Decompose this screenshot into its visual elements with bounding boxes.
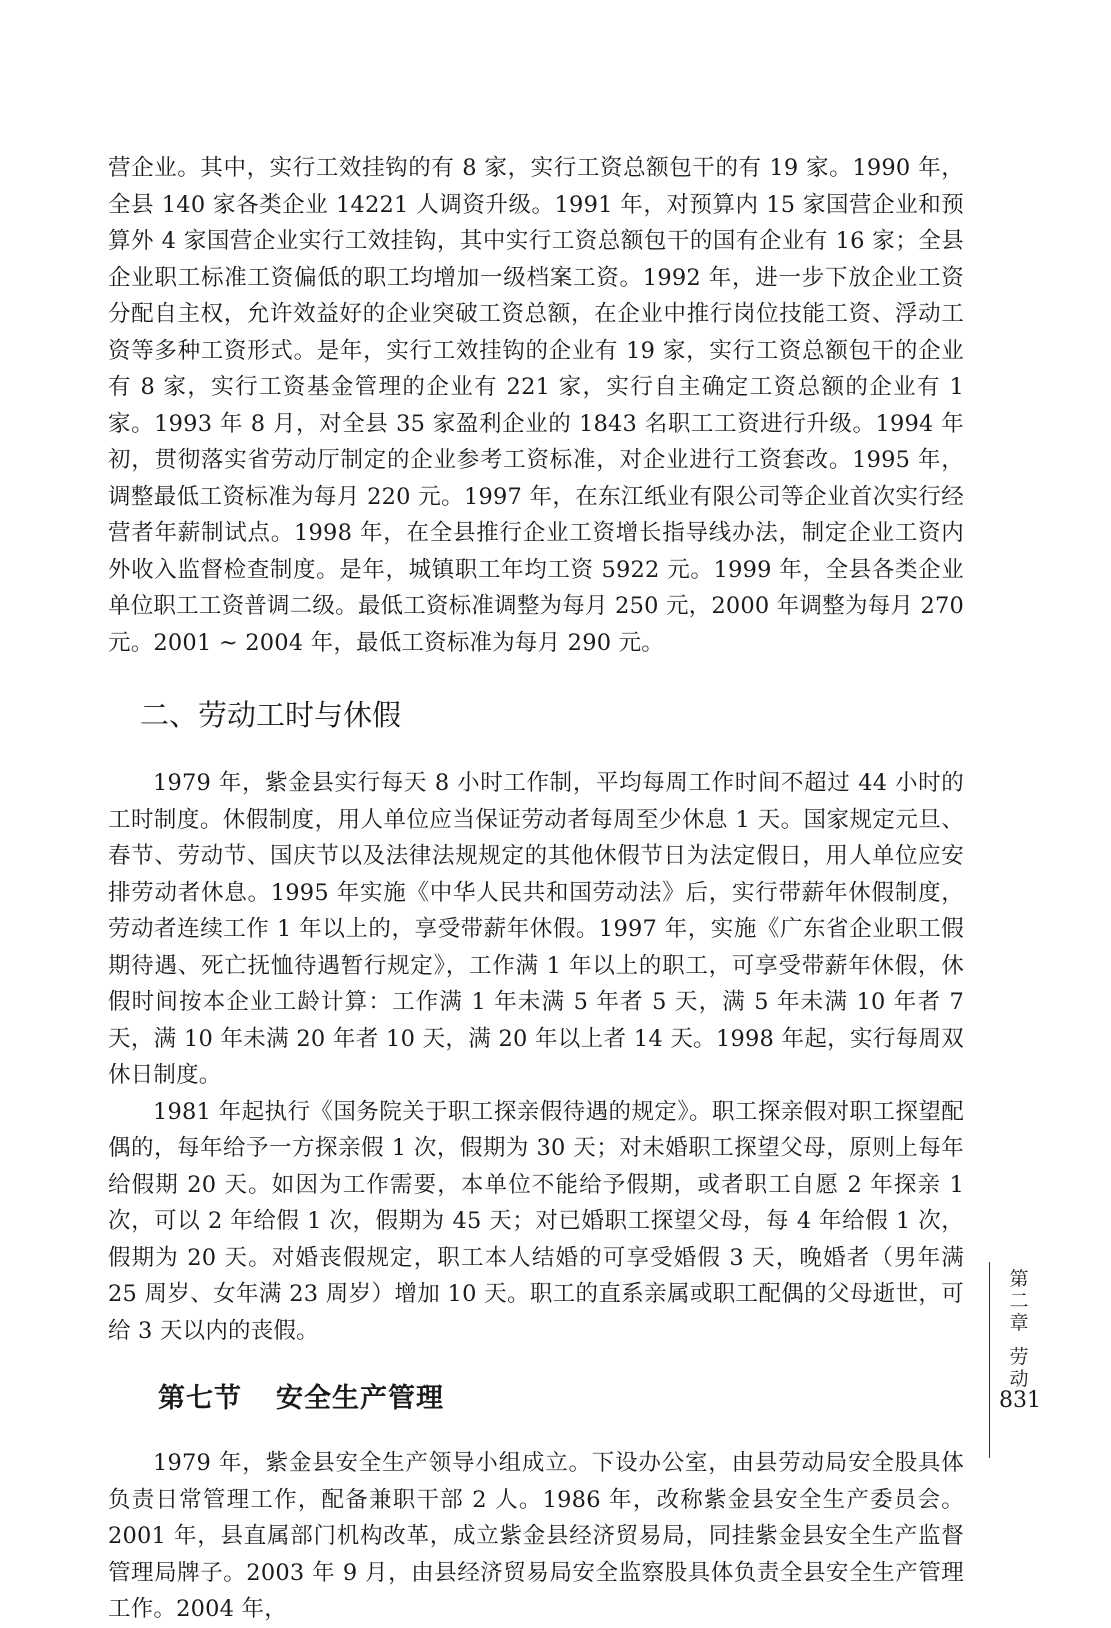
- chapter-margin-label: [998, 1268, 1040, 1390]
- page-number: 831: [999, 1388, 1041, 1413]
- margin-divider-line: [989, 1262, 990, 1458]
- body-paragraph: 1979 年，紫金县实行每天 8 小时工作制，平均每周工作时间不超过 44 小时的工时制度。休假制度，用人单位应当保证劳动者每周至少休息 1 天。国家规定元旦、春节、劳动节、国庆节以及法律法规规定的其他休假节日为法定假日，用人单位应安排劳动者休息。1995 年实施《中华人民共和国劳动法》后，实行带薪年休假制度，劳动者连续工作 1 年以上的，享受带薪年休假。1997 年，实施《广东省企业职工假期待遇、死亡抚恤待遇暂行规定》，工作满 1 年以上的职工，可享受带薪年休假，休假时间按本企业工龄计算：工作满 1 年未满 5 年者 5 天，满 5 年未满 10 年者 7 天，满 10 年未满 20 年者 10 天，满 20 年以上者 14 天。1998 年起，实行每周双休日制度。: [108, 770, 964, 1088]
- section-number: 第七节: [158, 1383, 242, 1414]
- body-paragraph-top: 营企业。其中，实行工效挂钩的有 8 家，实行工资总额包干的有 19 家。1990 年，全县 140 家各类企业 14221 人调资升级。1991 年，对预算内 15 家国营企业和预算外 4 家国营企业实行工效挂钩，其中实行工资总额包干的国有企业有 16 家；全县企业职工标准工资偏低的职工均增加一级档案工资。1992 年，进一步下放企业工资分配自主权，允许效益好的企业突破工资总额，在企业中推行岗位技能工资、浮动工资等多种工资形式。是年，实行工效挂钩的企业有 19 家，实行工资总额包干的企业有 8 家，实行工资基金管理的企业有 221 家，实行自主确定工资总额的企业有 1 家。1993 年 8 月，对全县 35 家盈利企业的 1843 名职工工资进行升级。1994 年初，贯彻落实省劳动厅制定的企业参考工资标准，对企业进行工资套改。1995 年，调整最低工资标准为每月 220 元。1997 年，在东江纸业有限公司等企业首次实行经营者年薪制试点。1998 年，在全县推行企业工资增长指导线办法，制定企业工资内外收入监督检查制度。是年，城镇职工年均工资 5922 元。1999 年，全县各类企业单位职工工资普调二级。最低工资标准调整为每月 250 元，2000 年调整为每月 270 元。2001 ~ 2004 年，最低工资标准为每月 290 元。: [108, 155, 964, 656]
- topic-char: 动: [1009, 1368, 1029, 1390]
- chapter-char: 第: [1009, 1268, 1029, 1290]
- section-heading: [158, 1379, 964, 1419]
- subsection-heading: 二、劳动工时与休假: [140, 698, 402, 732]
- chapter-char: 章: [1009, 1312, 1029, 1334]
- chapter-char: 二: [1009, 1290, 1029, 1312]
- topic-char: 劳: [1009, 1346, 1029, 1368]
- section-title: 安全生产管理: [276, 1383, 444, 1414]
- body-paragraph: 1979 年，紫金县安全生产领导小组成立。下设办公室，由县劳动局安全股具体负责日常管理工作，配备兼职干部 2 人。1986 年，改称紫金县安全生产委员会。2001 年，县直属部门机构改革，成立紫金县经济贸易局，同挂紫金县安全生产监督管理局牌子。2003 年 9 月，由县经济贸易局安全监察股具体负责全县安全生产管理工作。2004 年，: [108, 1450, 964, 1622]
- page-content: [108, 150, 964, 1628]
- body-paragraph: 1981 年起执行《国务院关于职工探亲假待遇的规定》。职工探亲假对职工探望配偶的，每年给予一方探亲假 1 次，假期为 30 天；对未婚职工探望父母，原则上每年给假期 20 天。如因为工作需要，本单位不能给予假期，或者职工自愿 2 年探亲 1 次，可以 2 年给假 1 次，假期为 45 天；对已婚职工探望父母，每 4 年给假 1 次，假期为 20 天。对婚丧假规定，职工本人结婚的可享受婚假 3 天，晚婚者（男年满 25 周岁、女年满 23 周岁）增加 10 天。职工的直系亲属或职工配偶的父母逝世，可给 3 天以内的丧假。: [108, 1098, 964, 1344]
